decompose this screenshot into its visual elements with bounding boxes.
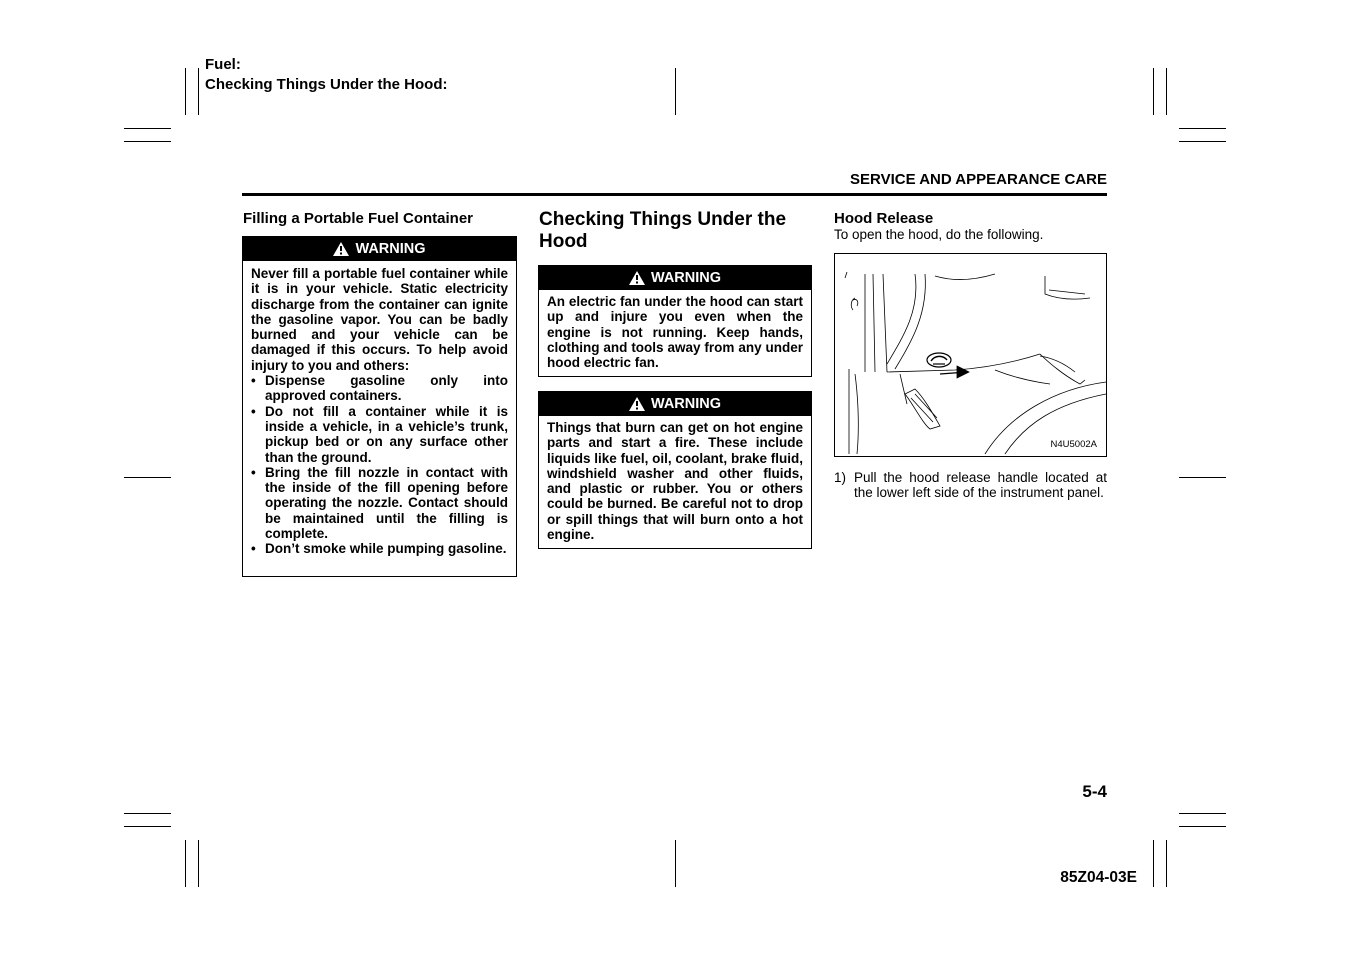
crop-mark — [1179, 477, 1226, 478]
col2-title: Checking Things Under the Hood — [539, 209, 787, 252]
crop-mark — [124, 477, 171, 478]
warning-bullet-list — [251, 373, 508, 557]
figure-code: N4U5002A — [1050, 439, 1097, 450]
col3-intro: To open the hood, do the following. — [834, 227, 1044, 242]
warning-box-fuel — [242, 236, 517, 577]
crop-mark — [198, 68, 199, 115]
step-item — [834, 470, 1107, 501]
warning-header — [243, 237, 516, 261]
warning-label: WARNING — [355, 241, 426, 257]
crop-mark — [1179, 813, 1226, 814]
col1-title: Filling a Portable Fuel Container — [243, 210, 474, 227]
running-head: SERVICE AND APPEARANCE CARE — [850, 171, 1107, 188]
page-number: 5-4 — [1082, 782, 1107, 801]
warning-label: WARNING — [650, 396, 722, 412]
crop-mark — [185, 840, 186, 887]
crop-mark — [185, 68, 186, 115]
step-text: Pull the hood release handle located at the lower left side of the instrument panel. — [854, 470, 1107, 501]
warning-bullet: • Dispense gasoline only into approved containers. — [251, 373, 508, 404]
header-line1: Fuel: — [205, 56, 241, 73]
crop-mark — [1179, 826, 1226, 827]
crop-mark — [1166, 840, 1167, 887]
step-list — [834, 470, 1107, 501]
crop-mark — [1166, 68, 1167, 115]
header-line2: Checking Things Under the Hood: — [205, 76, 448, 93]
col3-title: Hood Release — [834, 210, 934, 227]
warning-box-fire — [538, 391, 812, 549]
crop-mark — [1153, 68, 1154, 115]
crop-mark — [675, 68, 676, 115]
crop-mark — [1153, 840, 1154, 887]
crop-mark — [1179, 141, 1226, 142]
warning-box-fan — [538, 265, 812, 377]
warning-bullet: • Bring the fill nozzle in contact with the inside of the fill opening before operating the nozzle. Contact should be maintained until the filling is complete. — [251, 465, 508, 541]
warning-body: Things that burn can get on hot engine parts and start a fire. These include liquids like fuel, oil, coolant, brake fluid, windshield washer and other fluids, and plastic or rubber. You or others could be burned. Be careful not to drop or spill things that will burn onto a hot engine. — [547, 420, 803, 543]
warning-label: WARNING — [650, 270, 722, 286]
crop-mark — [124, 813, 171, 814]
document-code: 85Z04-03E — [1060, 869, 1137, 886]
crop-mark — [124, 141, 171, 142]
step-number: 1) — [834, 470, 847, 485]
warning-triangle-icon — [333, 242, 349, 256]
crop-mark — [198, 840, 199, 887]
header-rule — [242, 193, 1107, 196]
warning-header — [539, 392, 811, 416]
crop-mark — [124, 826, 171, 827]
warning-triangle-icon — [629, 271, 645, 285]
warning-body: An electric fan under the hood can start up and injure you even when the engine is not running. Keep hands, clothing and tools away from any under hood electric fan. — [547, 294, 803, 371]
crop-mark — [1179, 128, 1226, 129]
crop-mark — [124, 128, 171, 129]
warning-body — [243, 261, 516, 563]
hood-release-illustration — [835, 254, 1106, 456]
warning-intro: Never fill a portable fuel container while it is in your vehicle. Static electricity discharge from the container can ignite the gasoline vapor. You can be badly burned and your vehicle can be damaged if this occurs. To help avoid injury to you and others: — [251, 266, 508, 373]
warning-bullet: • Don’t smoke while pumping gasoline. — [251, 541, 508, 556]
crop-mark — [675, 840, 676, 887]
warning-bullet: • Do not fill a container while it is inside a vehicle, in a vehicle’s trunk, pickup bed or on any surface other than the ground. — [251, 404, 508, 465]
warning-header — [539, 266, 811, 290]
hood-release-figure — [834, 253, 1107, 457]
document-header — [205, 55, 448, 95]
warning-triangle-icon — [629, 397, 645, 411]
